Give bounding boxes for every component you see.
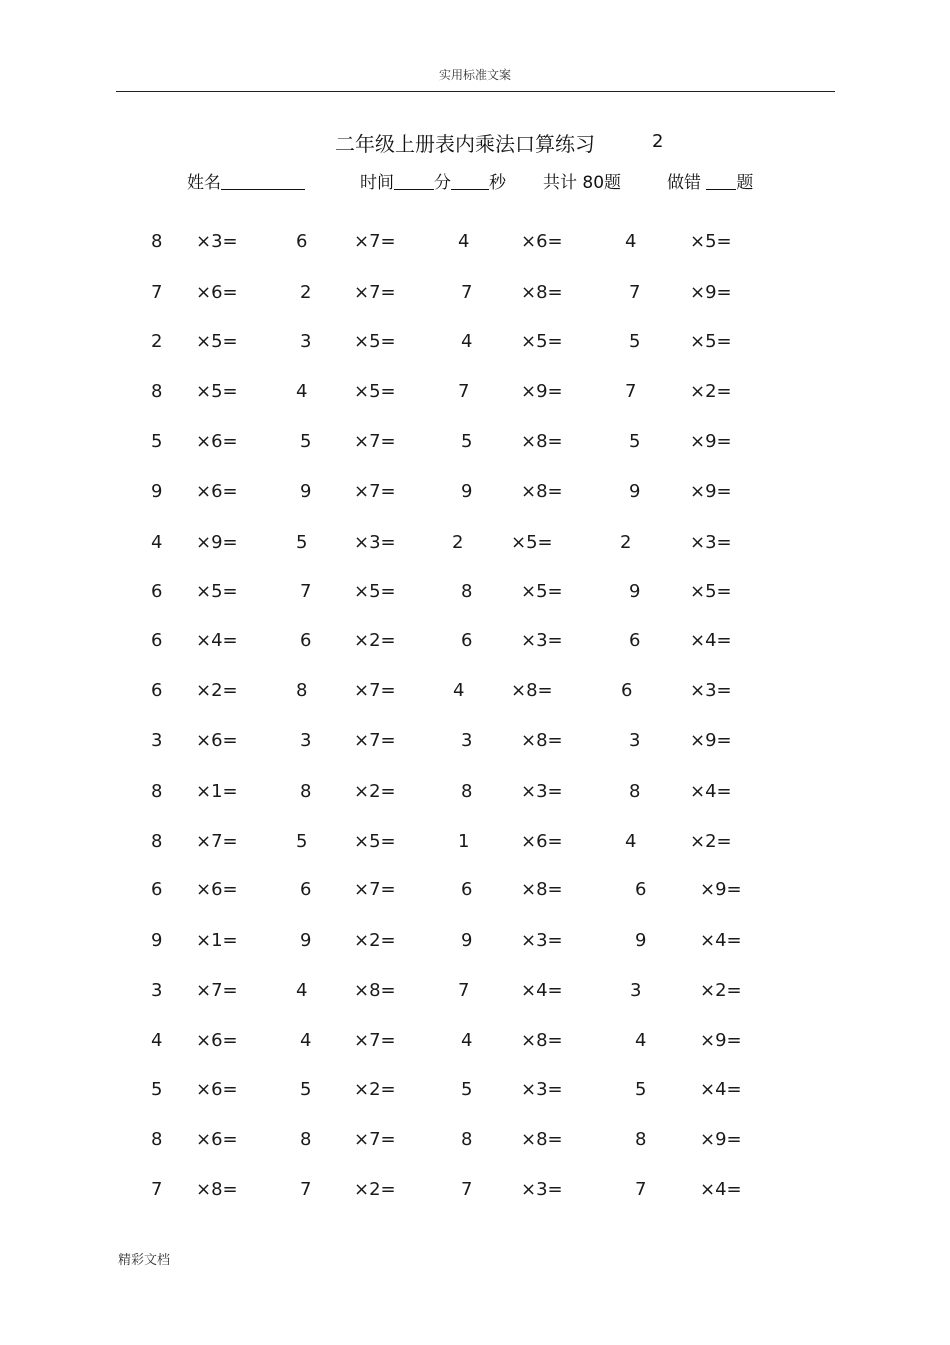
problem-operation: ×7= [196,831,238,852]
problem-multiplicand: 9 [461,481,473,502]
problem-operation: ×6= [196,282,238,303]
problem-multiplicand: 2 [620,532,632,553]
second-label: 秒 [489,173,506,193]
problem-multiplicand: 7 [629,282,641,303]
problem-operation: ×8= [196,1179,238,1200]
problem-operation: ×7= [354,282,396,303]
problem-operation: ×7= [354,680,396,701]
problem-multiplicand: 9 [151,930,163,951]
problem-operation: ×8= [521,730,563,751]
problem-operation: ×4= [700,1179,742,1200]
problem-multiplicand: 8 [461,1129,473,1150]
problem-multiplicand: 3 [151,730,163,751]
problem-multiplicand: 7 [300,581,312,602]
problem-multiplicand: 8 [461,781,473,802]
problem-multiplicand: 6 [151,879,163,900]
problem-multiplicand: 6 [300,879,312,900]
problem-operation: ×7= [354,879,396,900]
problem-multiplicand: 4 [453,680,465,701]
problem-operation: ×4= [521,980,563,1001]
problem-multiplicand: 7 [458,381,470,402]
problem-multiplicand: 9 [629,581,641,602]
problem-operation: ×6= [196,1030,238,1051]
problem-multiplicand: 5 [635,1079,647,1100]
problem-operation: ×3= [521,1079,563,1100]
problem-multiplicand: 5 [151,431,163,452]
problem-operation: ×3= [521,781,563,802]
problem-multiplicand: 8 [635,1129,647,1150]
problem-multiplicand: 6 [296,231,308,252]
problem-operation: ×5= [521,581,563,602]
time-label: 时间 [360,173,394,193]
total-label: 共计 [543,173,577,193]
problem-multiplicand: 1 [458,831,470,852]
problem-operation: ×4= [196,630,238,651]
problem-operation: ×2= [700,980,742,1001]
problem-multiplicand: 6 [629,630,641,651]
problem-operation: ×6= [521,231,563,252]
problem-operation: ×5= [521,331,563,352]
problem-operation: ×9= [700,1030,742,1051]
problem-operation: ×9= [521,381,563,402]
problem-multiplicand: 5 [300,1079,312,1100]
problem-multiplicand: 9 [151,481,163,502]
problem-multiplicand: 7 [300,1179,312,1200]
problem-multiplicand: 2 [300,282,312,303]
problem-operation: ×9= [196,532,238,553]
problem-multiplicand: 8 [300,781,312,802]
problem-multiplicand: 7 [151,282,163,303]
problem-multiplicand: 4 [296,381,308,402]
problem-operation: ×5= [196,331,238,352]
problem-operation: ×9= [690,481,732,502]
problem-operation: ×8= [521,431,563,452]
problem-multiplicand: 9 [635,930,647,951]
problem-operation: ×1= [196,930,238,951]
problem-operation: ×2= [354,630,396,651]
problem-multiplicand: 9 [300,481,312,502]
problem-operation: ×7= [354,1030,396,1051]
problem-multiplicand: 5 [151,1079,163,1100]
problem-operation: ×5= [690,231,732,252]
problem-multiplicand: 4 [296,980,308,1001]
problem-multiplicand: 8 [629,781,641,802]
wrong-label: 做错 [667,173,701,193]
name-label: 姓名 [187,173,221,193]
problem-operation: ×2= [690,831,732,852]
problem-multiplicand: 5 [296,831,308,852]
problem-multiplicand: 4 [461,331,473,352]
problem-multiplicand: 8 [461,581,473,602]
problem-operation: ×8= [521,1129,563,1150]
problem-multiplicand: 8 [151,1129,163,1150]
problem-multiplicand: 7 [625,381,637,402]
problem-operation: ×6= [196,1129,238,1150]
wrong-unit: 题 [736,173,754,193]
problem-multiplicand: 7 [635,1179,647,1200]
problem-operation: ×6= [196,481,238,502]
problem-operation: ×7= [354,481,396,502]
minute-label: 分 [434,173,451,193]
problem-multiplicand: 4 [625,231,637,252]
problem-multiplicand: 4 [635,1030,647,1051]
problem-operation: ×2= [354,1179,396,1200]
problem-multiplicand: 9 [461,930,473,951]
problem-operation: ×4= [700,1079,742,1100]
problem-operation: ×9= [690,282,732,303]
problem-operation: ×2= [690,381,732,402]
problem-multiplicand: 8 [296,680,308,701]
problem-multiplicand: 7 [461,282,473,303]
problem-operation: ×2= [354,930,396,951]
problem-operation: ×5= [354,831,396,852]
problem-multiplicand: 4 [300,1030,312,1051]
problem-operation: ×3= [690,532,732,553]
problem-operation: ×6= [521,831,563,852]
problem-multiplicand: 4 [461,1030,473,1051]
problem-operation: ×3= [354,532,396,553]
problem-operation: ×9= [690,431,732,452]
problem-multiplicand: 6 [461,879,473,900]
problem-multiplicand: 5 [629,331,641,352]
problem-operation: ×2= [354,781,396,802]
problem-operation: ×8= [521,282,563,303]
problem-operation: ×6= [196,730,238,751]
problem-operation: ×1= [196,781,238,802]
problem-multiplicand: 3 [461,730,473,751]
problem-multiplicand: 5 [629,431,641,452]
problem-multiplicand: 8 [151,831,163,852]
problem-operation: ×3= [521,630,563,651]
problem-multiplicand: 7 [461,1179,473,1200]
problem-operation: ×3= [521,930,563,951]
problem-operation: ×9= [690,730,732,751]
problem-multiplicand: 2 [452,532,464,553]
problem-operation: ×8= [521,1030,563,1051]
page-title-number: 2 [652,131,664,152]
problem-operation: ×7= [354,431,396,452]
problem-operation: ×7= [196,980,238,1001]
problem-operation: ×5= [690,331,732,352]
problem-operation: ×2= [196,680,238,701]
problem-multiplicand: 3 [300,331,312,352]
problem-multiplicand: 5 [461,1079,473,1100]
problem-multiplicand: 8 [151,231,163,252]
problem-operation: ×4= [690,781,732,802]
problem-multiplicand: 4 [151,1030,163,1051]
problem-operation: ×5= [354,581,396,602]
problem-multiplicand: 7 [458,980,470,1001]
problem-operation: ×6= [196,879,238,900]
problem-operation: ×8= [521,879,563,900]
problem-multiplicand: 3 [629,730,641,751]
page-footer-text: 精彩文档 [118,1253,171,1268]
problem-operation: ×9= [700,1129,742,1150]
problem-multiplicand: 3 [300,730,312,751]
page-header-text: 实用标准文案 [438,68,511,82]
problem-multiplicand: 5 [296,532,308,553]
problem-multiplicand: 6 [621,680,633,701]
total-unit: 题 [604,173,622,193]
problem-operation: ×5= [511,532,553,553]
problem-operation: ×7= [354,730,396,751]
problem-operation: ×3= [690,680,732,701]
problem-operation: ×9= [700,879,742,900]
problem-operation: ×4= [700,930,742,951]
problem-multiplicand: 6 [151,581,163,602]
problem-multiplicand: 4 [625,831,637,852]
problem-operation: ×3= [196,231,238,252]
problem-multiplicand: 3 [630,980,642,1001]
total-value: 80 [582,173,605,193]
problem-multiplicand: 9 [629,481,641,502]
problem-multiplicand: 3 [151,980,163,1001]
problem-operation: ×8= [521,481,563,502]
problem-multiplicand: 5 [461,431,473,452]
problem-operation: ×4= [690,630,732,651]
problem-operation: ×5= [354,331,396,352]
problem-operation: ×5= [690,581,732,602]
problem-multiplicand: 4 [151,532,163,553]
problem-multiplicand: 4 [458,231,470,252]
problem-multiplicand: 5 [300,431,312,452]
problem-multiplicand: 6 [461,630,473,651]
problem-multiplicand: 8 [151,781,163,802]
page-title: 二年级上册表内乘法口算练习 [335,132,595,156]
problem-operation: ×6= [196,431,238,452]
problem-operation: ×6= [196,1079,238,1100]
problem-multiplicand: 8 [300,1129,312,1150]
problem-multiplicand: 8 [151,381,163,402]
problem-operation: ×3= [521,1179,563,1200]
problem-multiplicand: 6 [300,630,312,651]
problem-operation: ×8= [354,980,396,1001]
problem-multiplicand: 6 [151,680,163,701]
problem-operation: ×5= [196,581,238,602]
problem-multiplicand: 6 [635,879,647,900]
problem-multiplicand: 9 [300,930,312,951]
problem-multiplicand: 6 [151,630,163,651]
problem-operation: ×7= [354,231,396,252]
problem-operation: ×2= [354,1079,396,1100]
problem-operation: ×8= [511,680,553,701]
problem-multiplicand: 7 [151,1179,163,1200]
problem-operation: ×5= [196,381,238,402]
problem-operation: ×5= [354,381,396,402]
problem-operation: ×7= [354,1129,396,1150]
problem-multiplicand: 2 [151,331,163,352]
